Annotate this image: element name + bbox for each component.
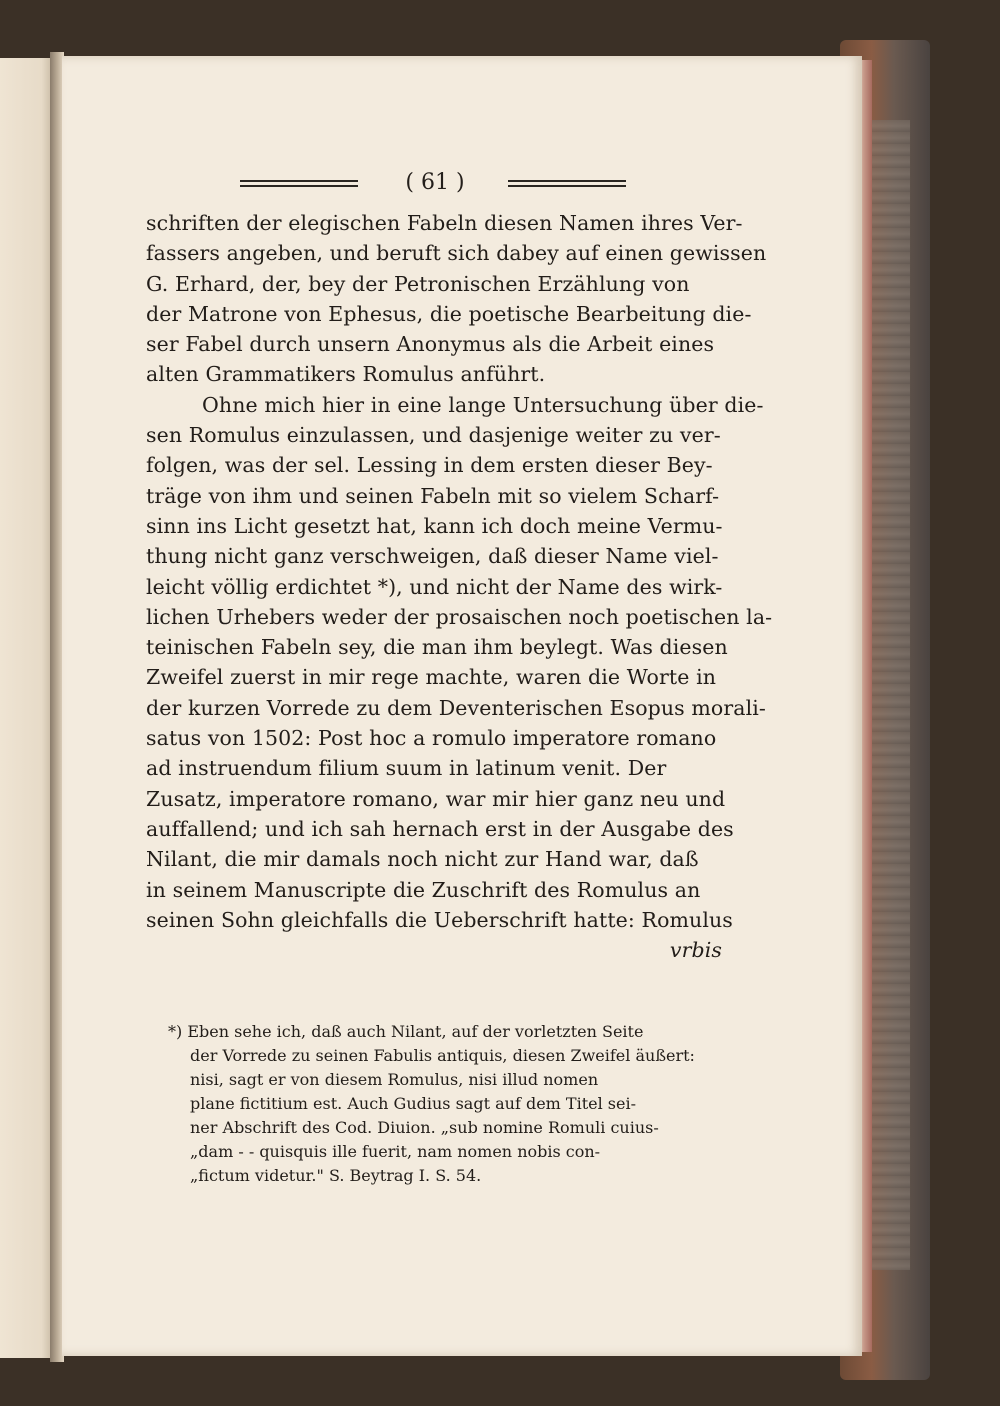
text-line: Zusatz, imperatore romano, war mir hier ganz neu und bbox=[146, 786, 726, 811]
page-header bbox=[240, 170, 630, 196]
text-line: folgen, was der sel. Lessing in dem ersten dieser Bey- bbox=[146, 453, 713, 478]
text-line: der kurzen Vorrede zu dem Deventerischen Esopus morali- bbox=[146, 695, 766, 720]
page-number: ( 61 ) bbox=[405, 170, 465, 195]
text-line: fassers angeben, und beruft sich dabey auf einen gewissen bbox=[146, 241, 767, 266]
text-line: sen Romulus einzulassen, und dasjenige weiter zu ver- bbox=[146, 423, 721, 448]
text-line: alten Grammatikers Romulus anführt. bbox=[146, 362, 546, 387]
header-rule-right bbox=[508, 180, 626, 187]
worn-cover-edge bbox=[870, 120, 910, 1270]
text-line: Nilant, die mir damals noch nicht zur Hand war, daß bbox=[146, 847, 699, 872]
text-line: ser Fabel durch unsern Anonymus als die Arbeit eines bbox=[146, 332, 715, 357]
footnote-line: der Vorrede zu seinen Fabulis antiquis, diesen Zweifel äußert: bbox=[190, 1046, 695, 1065]
text-line: in seinem Manuscripte die Zuschrift des Romulus an bbox=[146, 877, 701, 902]
footnote-line: *) Eben sehe ich, daß auch Nilant, auf der vorletzten Seite bbox=[168, 1022, 644, 1041]
text-line: schriften der elegischen Fabeln diesen Namen ihres Ver- bbox=[146, 211, 743, 235]
footnote-line: plane fictitium est. Auch Gudius sagt auf dem Titel sei- bbox=[190, 1094, 637, 1113]
text-line: seinen Sohn gleichfalls die Ueberschrift hatte: Romulus bbox=[146, 907, 733, 932]
body-text bbox=[146, 208, 773, 965]
text-line: Zweifel zuerst in mir rege machte, waren die Worte in bbox=[146, 665, 717, 690]
footnote-line: nisi, sagt er von diesem Romulus, nisi illud nomen bbox=[190, 1070, 599, 1089]
header-rule-left bbox=[240, 180, 358, 187]
text-line: leicht völlig erdichtet *), und nicht der Name des wirk- bbox=[146, 574, 723, 599]
text-line: auffallend; und ich sah hernach erst in der Ausgabe des bbox=[146, 816, 734, 841]
text-line: thung nicht ganz verschweigen, daß dieser Name viel- bbox=[146, 544, 719, 569]
text-line: G. Erhard, der, bey der Petronischen Erzählung von bbox=[146, 271, 690, 296]
text-line: träge von ihm und seinen Fabeln mit so vielem Scharf- bbox=[146, 483, 720, 508]
text-line: lichen Urhebers weder der prosaischen noch poetischen la- bbox=[146, 604, 773, 629]
footnote-line: „dam - - quisquis ille fuerit, nam nomen nobis con- bbox=[190, 1142, 601, 1161]
footnote-line: ner Abschrift des Cod. Diuion. „sub nomine Romuli cuius- bbox=[190, 1118, 659, 1137]
footnote-line: „fictum videtur." S. Beytrag I. S. 54. bbox=[190, 1166, 482, 1185]
text-line: teinischen Fabeln sey, die man ihm beylegt. Was diesen bbox=[146, 635, 728, 660]
text-line: sinn ins Licht gesetzt hat, kann ich doch meine Vermu- bbox=[146, 513, 723, 538]
footnote bbox=[168, 1020, 728, 1188]
text-line: ad instruendum filium suum in latinum venit. Der bbox=[146, 756, 667, 781]
text-line: satus von 1502: Post hoc a romulo imperatore romano bbox=[146, 726, 717, 751]
text-line: der Matrone von Ephesus, die poetische Bearbeitung die- bbox=[146, 301, 752, 326]
paragraph-start-line: Ohne mich hier in eine lange Untersuchung über die- bbox=[202, 392, 764, 417]
facing-page bbox=[0, 58, 52, 1358]
catchword: vrbis bbox=[669, 938, 722, 963]
